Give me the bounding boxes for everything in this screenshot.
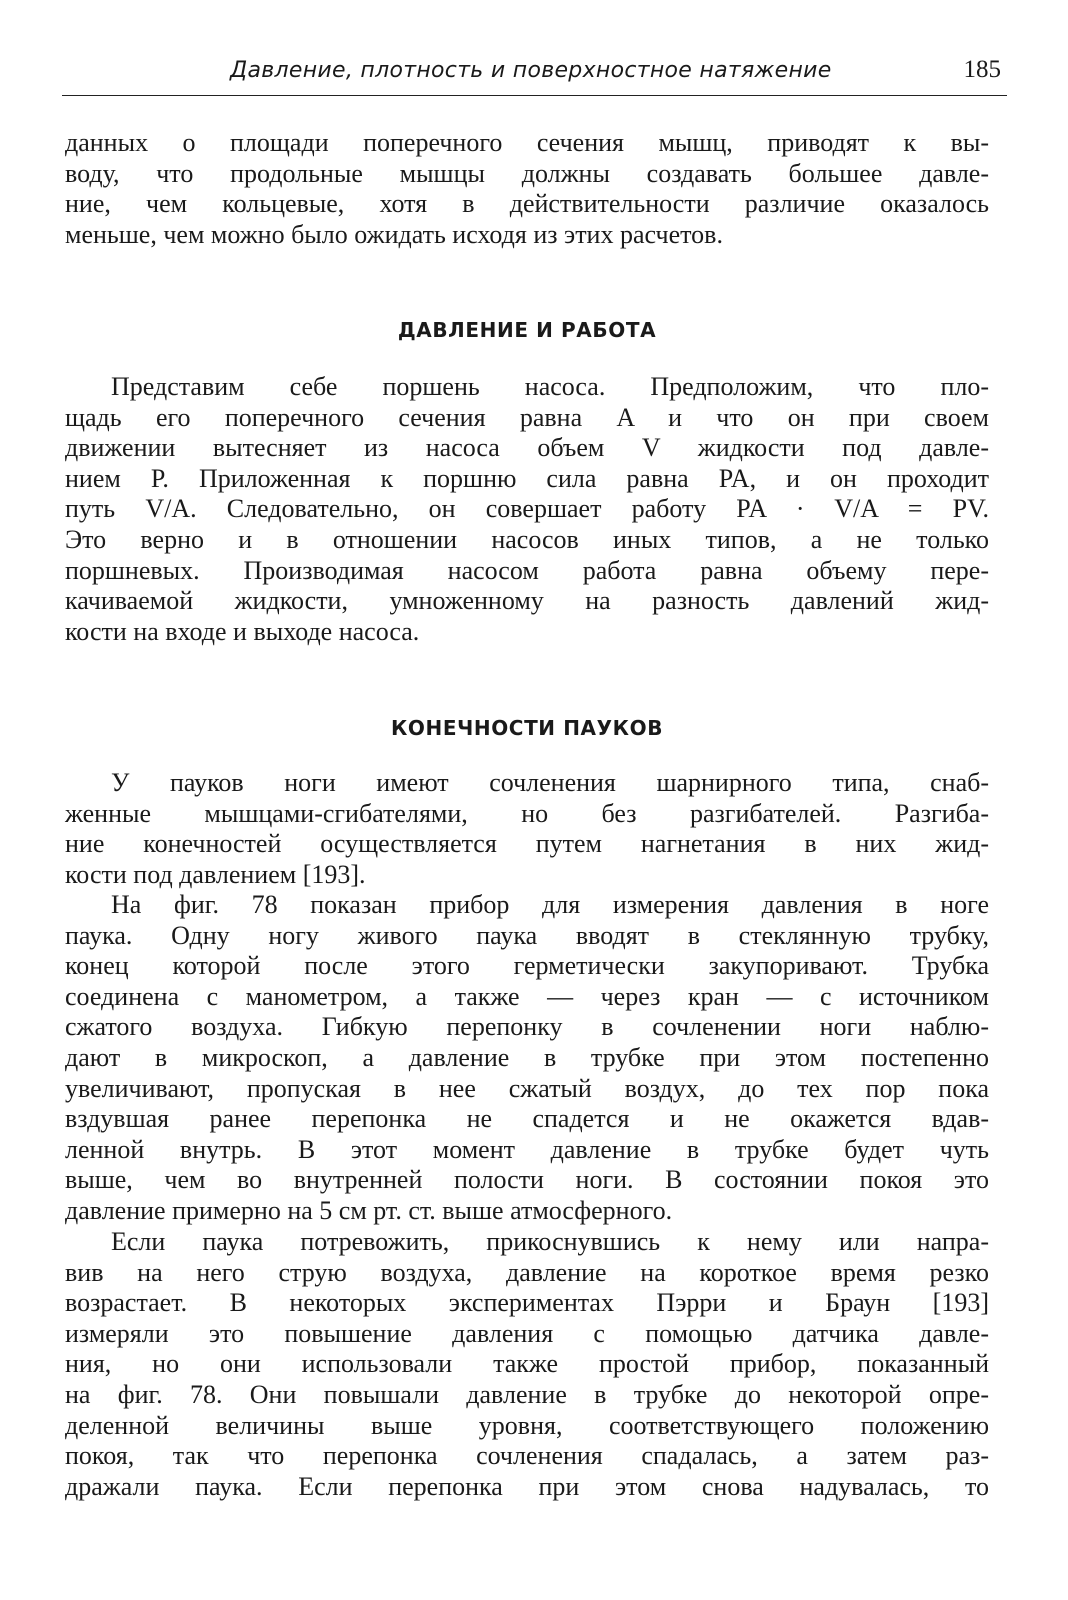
text-line: вздувшая ранее перепонка не спадется и не окажется вдав- <box>65 1104 989 1134</box>
text-line: кости под давлением [193]. <box>65 859 366 889</box>
text-line: Представим себе поршень насоса. Предположим, что пло- <box>111 372 989 401</box>
text-line: качиваемой жидкости, умноженному на разность давлений жид- <box>65 586 989 616</box>
text-line: Если паука потревожить, прикоснувшись к нему или напра- <box>111 1227 989 1256</box>
paragraph-spider-2 <box>65 890 989 1227</box>
text-line: конец которой после этого герметически закупоривают. Трубка <box>65 951 989 981</box>
text-line: ние конечностей осуществляется путем нагнетания в них жид- <box>65 829 989 859</box>
header-rule <box>62 95 1007 96</box>
text-line: меньше, чем можно было ожидать исходя из этих расчетов. <box>65 219 723 249</box>
text-line: Это верно и в отношении насосов иных типов, а не только <box>65 524 989 554</box>
text-line: сжатого воздуха. Гибкую перепонку в сочленении ноги наблю- <box>65 1012 989 1042</box>
text-line: щадь его поперечного сечения равна A и что он при своем <box>65 402 990 432</box>
running-title: Давление, плотность и поверхностное натяжение <box>230 58 832 83</box>
text-line: кости на входе и выходе насоса. <box>65 616 420 646</box>
section-heading-spider-limbs: КОНЕЧНОСТИ ПАУКОВ <box>390 716 664 740</box>
text-line: На фиг. 78 показан прибор для измерения давления в ноге <box>111 890 989 919</box>
text-line: на фиг. 78. Они повышали давление в трубке до некоторой опре- <box>65 1379 989 1409</box>
text-line: дражали паука. Если перепонка при этом снова надувалась, то <box>65 1471 989 1501</box>
text-line: поршневых. Производимая насосом работа равна объему пере- <box>65 555 989 585</box>
text-line: ленной внутрь. В этот момент давление в трубке будет чуть <box>65 1134 989 1164</box>
paragraph-pressure-work <box>65 372 989 647</box>
section-heading-pressure-work: ДАВЛЕНИЕ И РАБОТА <box>397 318 657 342</box>
text-line: деленной величины выше уровня, соответствующего положению <box>65 1410 989 1440</box>
text-line: покоя, так что перепонка сочленения спадалась, а затем раз- <box>65 1441 989 1471</box>
paragraph-spider-3 <box>65 1227 989 1502</box>
page-number: 185 <box>963 56 1001 83</box>
text-line: измеряли это повышение давления с помощью датчика давле- <box>65 1318 989 1348</box>
text-line: соединена с манометром, а также — через кран — с источником <box>65 981 989 1011</box>
text-line: нием P. Приложенная к поршню сила равна PA, и он проходит <box>65 463 989 493</box>
text-line: давление примерно на 5 см рт. ст. выше атмосферного. <box>65 1195 673 1225</box>
text-line: У пауков ноги имеют сочленения шарнирного типа, снаб- <box>111 768 989 797</box>
paragraph-continuation <box>65 128 989 250</box>
text-line: ния, но они использовали также простой прибор, показанный <box>65 1349 989 1379</box>
text-line: движении вытесняет из насоса объем V жидкости под давле- <box>65 433 989 463</box>
running-header <box>62 58 1007 94</box>
text-line: выше, чем во внутренней полости ноги. В состоянии покоя это <box>65 1165 989 1195</box>
text-line: женные мышцами-сгибателями, но без разгибателей. Разгиба- <box>65 798 989 828</box>
text-line: ние, чем кольцевые, хотя в действительности различие оказалось <box>65 189 989 219</box>
text-line: путь V/A. Следовательно, он совершает работу PA · V/A = PV. <box>65 494 989 524</box>
text-line: дают в микроскоп, а давление в трубке при этом постепенно <box>65 1042 989 1072</box>
text-line: возрастает. В некоторых экспериментах Пэрри и Браун [193] <box>65 1288 989 1318</box>
text-line: паука. Одну ногу живого паука вводят в стеклянную трубку, <box>65 920 989 950</box>
text-line: данных о площади поперечного сечения мышц, приводят к вы- <box>65 128 989 157</box>
paragraph-spider-1 <box>65 768 989 890</box>
text-line: воду, что продольные мышцы должны создавать большее давле- <box>65 158 989 188</box>
text-line: вив на него струю воздуха, давление на короткое время резко <box>65 1257 989 1287</box>
text-line: увеличивают, пропуская в нее сжатый воздух, до тех пор пока <box>65 1073 989 1103</box>
